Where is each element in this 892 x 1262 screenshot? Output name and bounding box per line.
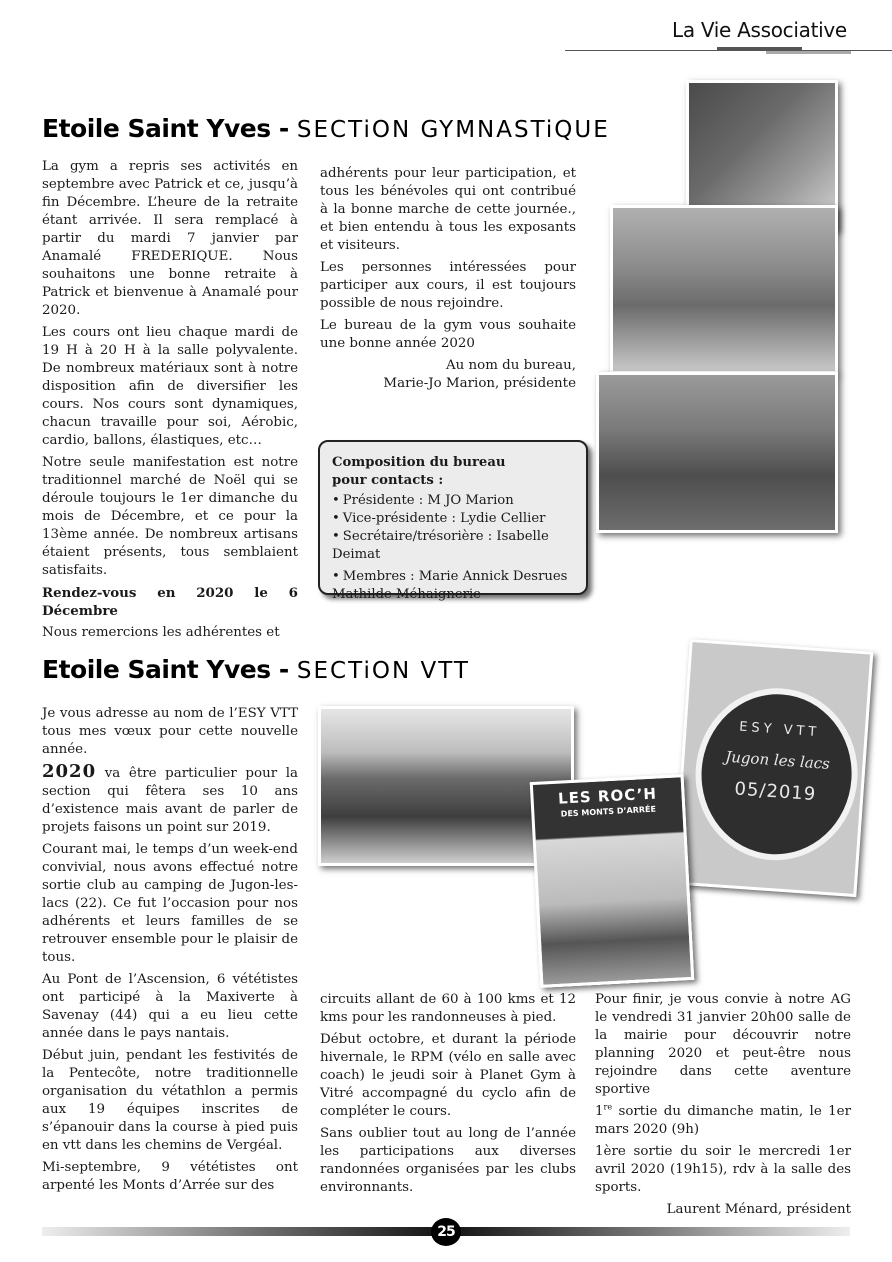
contact-item: • Secrétaire/trésorière : Isabelle Deimat: [332, 528, 586, 564]
vtt-paragraph-text: va être particulier pour la section qui fêtera ses 10 ans d’existence mais avant de parler de projets faisons un point sur 2019.: [42, 766, 298, 835]
vtt-photo-cake: [673, 639, 874, 897]
vtt-column-1: [42, 705, 298, 1199]
poster-title: LES ROC’H: [557, 784, 658, 808]
gym-photo-hall-tables: [610, 205, 838, 374]
contact-box-title-2: pour contacts :: [332, 473, 444, 488]
contact-item: • Membres : Marie Annick Desrues: [332, 568, 586, 586]
gym-signature-line-1: Au nom du bureau,: [445, 358, 576, 373]
contact-item: • Présidente : M JO Marion: [332, 492, 586, 510]
poster-subtitle: DES MONTS D’ARRÉE: [560, 804, 657, 819]
vtt-year-highlight: 2020: [42, 761, 97, 782]
contact-box-title-1: Composition du bureau: [332, 455, 506, 470]
gym-paragraph: Les personnes intéressées pour participer aux cours, il est toujours possible de nous rejoindre.: [320, 260, 576, 311]
header-accent-bar-light: [766, 51, 851, 54]
gym-paragraph: Les cours ont lieu chaque mardi de 19 H à 20 H à la salle polyvalente. De nombreux matériaux sont à notre disposition afin de diversifier les cours. Nos cours sont dynamiques, chacun travaille pour soi, Aérobic, cardio, ballons, élastiques, etc…: [42, 325, 298, 448]
gym-paragraph: Le bureau de la gym vous souhaite une bonne année 2020: [320, 318, 576, 351]
running-header-title: La Vie Associative: [672, 18, 847, 42]
vtt-signature: Laurent Ménard, président: [666, 1202, 851, 1217]
vtt-paragraph: 1ère sortie du soir le mercredi 1er avril 2020 (19h15), rdv à la salle des sports.: [595, 1144, 851, 1195]
vtt-title-section: SECTiON VTT: [296, 658, 470, 684]
gym-paragraph: La gym a repris ses activités en septembre avec Patrick et ce, jusqu’à fin Décembre. L’heure de la retraite étant arrivée. Il sera remplacé à partir du mardi 7 janvier par Anamalé FREDERIQUE. Nous souhaitons une bonne retraite à Patrick et bienvenue à Anamalé pour 2020.: [42, 159, 298, 318]
vtt-paragraph: circuits allant de 60 à 100 kms et 12 kms pour les randonneuses à pied.: [320, 992, 576, 1025]
vtt-paragraph: Courant mai, le temps d’un week-end convivial, nous avons effectué notre sortie club au camping de Jugon-les-lacs (22). Ce fut l’occasion pour nos adhérents et leurs familles de se retrouver ensemble pour le plaisir de tous.: [42, 842, 298, 965]
gym-title-club: Etoile Saint Yves -: [42, 114, 297, 143]
cake-text-line-2: Jugon les lacs: [724, 747, 831, 773]
cake-text-line-3: 05/2019: [733, 778, 817, 806]
ordinal-number: 1: [595, 1104, 604, 1119]
contact-list: [332, 492, 586, 604]
header-accent-bar-dark: [717, 47, 802, 50]
gym-title-section: SECTiON GYMNASTiQUE: [296, 117, 610, 143]
ordinal-suffix: re: [603, 1102, 613, 1112]
vtt-photo-roch-poster: [530, 774, 695, 988]
cake-text-line-1: ESY VTT: [738, 719, 821, 741]
cake-lettering: [690, 683, 864, 866]
page-number: 25: [431, 1218, 461, 1246]
vtt-paragraph-2020: [42, 763, 298, 837]
gym-paragraph: adhérents pour leur participation, et tous les bénévoles qui ont contribué à la bonne marche de cette journée., et bien entendu à tous les exposants et visiteurs.: [320, 166, 576, 253]
contact-item-continued: Mathilde Méhaignerie: [332, 587, 481, 602]
gym-column-2: [320, 165, 576, 393]
gym-paragraph: Notre seule manifestation est notre traditionnel marché de Noël qui se déroule toujours le 1er dimanche du mois de Décembre, et ce pour la 13ème année. De nombreux artisans étaient présents, tous semblaient satisfaits.: [42, 455, 298, 578]
gym-section-title: [42, 114, 610, 143]
vtt-paragraph-text: sortie du dimanche matin, le 1er mars 2020 (9h): [595, 1104, 851, 1137]
gym-photo-christmas-market-crowd: [596, 372, 838, 533]
vtt-paragraph: Début octobre, et durant la période hivernale, le RPM (vélo en salle avec coach) le jeudi soir à Planet Gym à Vitré accompagné du cyclo afin de compléter le cours.: [320, 1032, 576, 1119]
gym-signature-line-2: Marie-Jo Marion, présidente: [383, 376, 576, 391]
vtt-paragraph: Pour finir, je vous convie à notre AG le vendredi 31 janvier 20h00 salle de la mairie pour découvrir notre planning 2020 et peut-être nous rejoindre dans cette aventure sportive: [595, 992, 851, 1097]
gym-paragraph: Nous remercions les adhérentes et: [42, 625, 280, 640]
vtt-paragraph-first-ride: [595, 1103, 851, 1139]
contact-item: • Vice-présidente : Lydie Cellier: [332, 510, 586, 528]
vtt-paragraph: Je vous adresse au nom de l’ESY VTT tous mes vœux pour cette nouvelle année.: [42, 706, 298, 757]
vtt-column-2: [320, 991, 576, 1201]
vtt-paragraph: Au Pont de l’Ascension, 6 vététistes ont participé à la Maxiverte à Savenay (44) qui a eu lieu cette année dans le pays nantais.: [42, 972, 298, 1041]
vtt-title-club: Etoile Saint Yves -: [42, 655, 297, 684]
vtt-paragraph: Début juin, pendant les festivités de la Pentecôte, notre traditionnelle organisation du vétathlon a permis aux 19 équipes inscrites de s’épanouir dans la course à pied puis en vtt dans les chemins de Vergéal.: [42, 1048, 298, 1153]
contact-box: [318, 440, 588, 602]
vtt-paragraph: Sans oublier tout au long de l’année les participations aux diverses randonnées organisées par les clubs environnants.: [320, 1126, 576, 1195]
gym-rendezvous: Rendez-vous en 2020 le 6 Décembre: [42, 585, 298, 619]
vtt-section-title: [42, 655, 470, 684]
vtt-column-3: [595, 991, 851, 1219]
vtt-paragraph: Mi-septembre, 9 vététistes ont arpenté les Monts d’Arrée sur des: [42, 1160, 298, 1193]
gym-column-1: [42, 158, 298, 646]
